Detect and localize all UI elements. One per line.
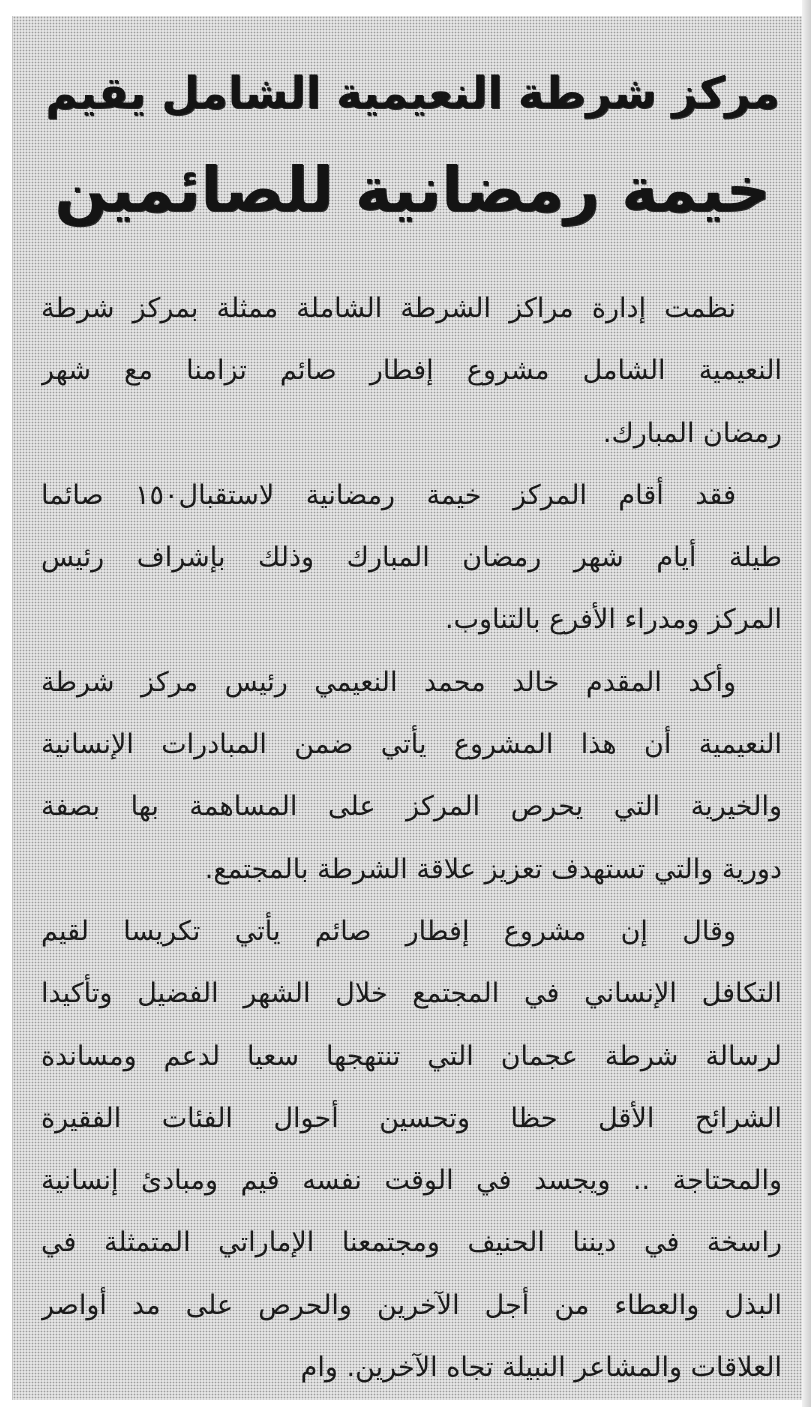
paragraph-2-line: فقد أقام المركز خيمة رمضانية لاستقبال١٥٠ صائما [41, 479, 736, 511]
headline-line-2: خيمة رمضانية للصائمين [54, 153, 771, 226]
paragraph-4-line: العلاقات والمشاعر النبيلة تجاه الآخرين. وام [300, 1352, 782, 1384]
paragraph-4-line: البذل والعطاء من أجل الآخرين والحرص على مد أواصر [41, 1289, 782, 1321]
article-headline [43, 46, 782, 238]
paragraph-4-line: والمحتاجة .. ويجسد في الوقت نفسه قيم ومبادئ إنسانية [41, 1165, 782, 1197]
paragraph-4-line: وقال إن مشروع إفطار صائم يأتي تكريسا لقيم [41, 915, 736, 947]
paragraph-4-line: التكافل الإنساني في المجتمع خلال الشهر الفضيل وتأكيدا [41, 978, 782, 1010]
newspaper-clipping [12, 16, 802, 1400]
article-body [41, 278, 782, 1399]
headline-line-1: مركز شرطة النعيمية الشامل يقيم [45, 68, 780, 119]
scan-edge-shadow [802, 0, 811, 1407]
paragraph-2-line: المركز ومدراء الأفرع بالتناوب. [445, 604, 782, 636]
paragraph-4-line: لرسالة شرطة عجمان التي تنتهجها سعيا لدعم ومساندة [41, 1040, 782, 1072]
paragraph-3-line: وأكد المقدم خالد محمد النعيمي رئيس مركز شرطة [41, 666, 736, 698]
paragraph-1-line: نظمت إدارة مراكز الشرطة الشاملة ممثلة بمركز شرطة [41, 293, 736, 324]
paragraph-3-line: النعيمية أن هذا المشروع يأتي ضمن المبادرات الإنسانية [41, 729, 782, 761]
paragraph-2-line: طيلة أيام شهر رمضان المبارك وذلك بإشراف رئيس [41, 542, 782, 574]
paragraph-3-line: والخيرية التي يحرص المركز على المساهمة بها بصفة [41, 791, 782, 823]
paragraph-1-line: النعيمية الشامل مشروع إفطار صائم تزامنا مع شهر [41, 355, 782, 387]
paragraph-1-line: رمضان المبارك. [602, 417, 782, 449]
paragraph-4-line: راسخة في ديننا الحنيف ومجتمعنا الإماراتي المتمثلة في [41, 1227, 782, 1259]
paragraph-3-line: دورية والتي تستهدف تعزيز علاقة الشرطة بالمجتمع. [204, 853, 782, 885]
paragraph-4-line: الشرائح الأقل حظا وتحسين أحوال الفئات الفقيرة [41, 1102, 782, 1134]
